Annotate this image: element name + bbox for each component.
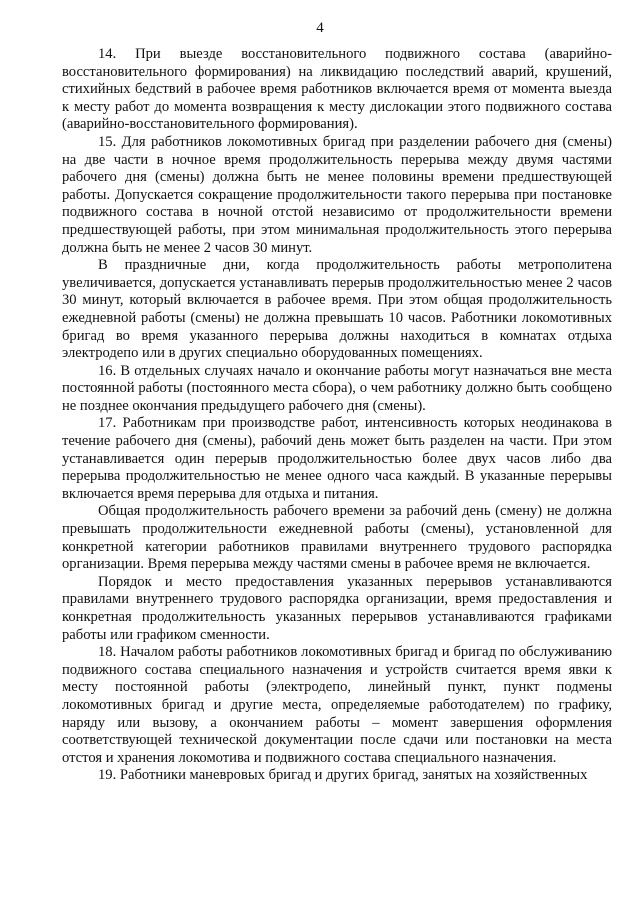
paragraph-15: 15. Для работников локомотивных бригад при разделении рабочего дня (смены) на две части в ночное время продолжительность перерыва между двумя частями рабочего дня (смены) должна быть не менее половины времени предшествующей работы. Допускается сокращение продолжительности такого перерыва при постановке подвижного состава в ночной отстой независимо от продолжительности времени предшествующей работы, при этом минимальная продолжительность этого перерыва должна быть не менее 2 часов 30 минут. <box>62 133 612 256</box>
paragraph-17: 17. Работникам при производстве работ, интенсивность которых неодинакова в течение рабочего дня (смены), рабочий день может быть разделен на части. При этом устанавливается один перерыв продолжительностью более двух часов либо два перерыва продолжительностью не менее одного часа каждый. В указанные перерывы включается время перерыва для отдыха и питания. <box>62 415 612 502</box>
paragraph-19: 19. Работники маневровых бригад и других бригад, занятых на хозяйственных <box>98 767 588 784</box>
paragraph-16: 16. В отдельных случаях начало и окончание работы могут назначаться вне места постоянной работы (постоянного места сбора), о чем работнику должно быть сообщено не позднее окончания предыдущего рабочего дня (смены). <box>62 362 612 414</box>
page-number: 4 <box>316 20 324 36</box>
paragraph-14: 14. При выезде восстановительного подвижного состава (аварийно-восстановительного формирования) на ликвидацию последствий аварий, крушений, стихийных бедствий в рабочее время работников включается время от момента выезда к месту работ до момента возвращения к месту дислокации этого подвижного состава (аварийно-восстановительного формирования). <box>62 46 612 133</box>
paragraph-total-duration: Общая продолжительность рабочего времени за рабочий день (смену) не должна превышать продолжительности ежедневной работы (смены), установленной для конкретной категории работников правилами внутреннего трудового распорядка организации. Время перерыва между частями смены в рабочее время не включается. <box>62 503 612 573</box>
paragraph-break-order: Порядок и место предоставления указанных перерывов устанавливаются правилами внутреннего трудового распорядка организации, время предоставления и конкретная продолжительность указанных перерывов устанавливаются графиками работы или графиком сменности. <box>62 573 612 643</box>
paragraph-holidays: В праздничные дни, когда продолжительность работы метрополитена увеличивается, допускается устанавливать перерыв продолжительностью менее 2 часов 30 минут, который включается в рабочее время. При этом общая продолжительность ежедневной работы (смены) не должна превышать 10 часов. Работники локомотивных бригад во время указанного перерыва должны находиться в комнатах отдыха электродепо или в других специально оборудованных помещениях. <box>62 257 612 362</box>
paragraph-18: 18. Началом работы работников локомотивных бригад и бригад по обслуживанию подвижного состава специального назначения и устройств считается время явки к месту постоянной работы (электродепо, линейный пункт, пункт подмены локомотивных бригад и другие места, определяемые работодателем) по графику, наряду или вызову, а окончанием работы – момент завершения оформления соответствующей технической документации после сдачи или постановки на места отстоя и хранения локомотива и подвижного состава специального назначения. <box>62 644 612 766</box>
document-body <box>62 46 612 785</box>
